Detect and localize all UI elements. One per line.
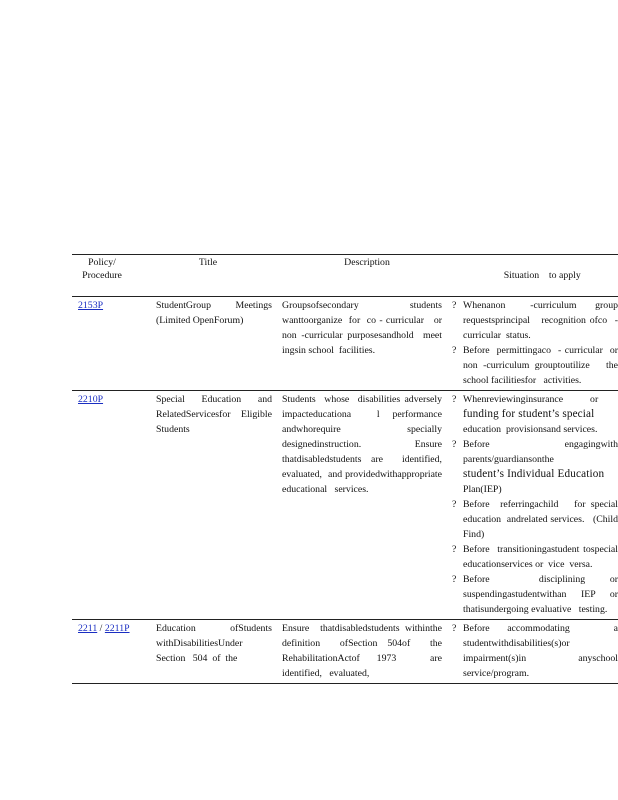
- header-title-label: Title: [198, 257, 218, 268]
- table-row: [72, 391, 618, 620]
- policy-cell: [72, 391, 156, 620]
- situation-cell: [452, 391, 618, 620]
- policy-separator: /: [97, 623, 105, 634]
- situation-item: [452, 392, 618, 437]
- situation-text: education provisionsand services.: [463, 424, 598, 435]
- bullet-glyph: ?: [452, 345, 457, 356]
- description-cell: Students whose disabilities adversely impacteducationa l performance andwhorequire specially designedinstruction. Ensure thatdisabledstudents are identified, evaluated, and providedwithappropriate educational services.: [282, 391, 452, 620]
- situation-text: Before referringachild for special education andrelated services. (Child Find): [463, 499, 618, 540]
- header-situation: [452, 255, 618, 297]
- situation-item: [452, 497, 618, 542]
- situation-text-emphasis: student’s Individual Education: [463, 468, 605, 480]
- situation-text: Before disciplining or suspendingastudentwithan IEP or thatisundergoing evaluative testing.: [463, 574, 618, 615]
- header-policy: [72, 255, 156, 297]
- situation-text: Whenreviewinginsurance or: [463, 394, 599, 405]
- header-title: [156, 255, 282, 297]
- bullet-glyph: ?: [452, 623, 457, 634]
- title-cell: StudentGroup Meetings (Limited OpenForum): [156, 297, 282, 391]
- situation-text: Before transitioningastudent tospecial educationservices or vice versa.: [463, 544, 618, 570]
- description-cell: Groupsofsecondary students wanttoorganize for co - curricular or non -curricular purposesandhold meet ingsin school facilities.: [282, 297, 452, 391]
- policy-link[interactable]: 2153P: [78, 300, 104, 311]
- bullet-glyph: ?: [452, 394, 457, 405]
- situation-item: [452, 621, 618, 681]
- header-description: [282, 255, 452, 297]
- header-situation-label: Situation to apply: [503, 270, 581, 281]
- situation-item: [452, 437, 618, 497]
- policy-table: [72, 254, 618, 684]
- situation-item: [452, 572, 618, 617]
- situation-list: [452, 392, 618, 617]
- situation-text: Before engagingwith parents/guardiansonthe: [463, 439, 618, 465]
- situation-text: Plan(IEP): [463, 484, 502, 495]
- bullet-glyph: ?: [452, 300, 457, 311]
- situation-cell: [452, 620, 618, 684]
- situation-item: [452, 298, 618, 343]
- situation-cell: [452, 297, 618, 391]
- title-cell: Special Education and RelatedServicesfor Eligible Students: [156, 391, 282, 620]
- bullet-glyph: ?: [452, 544, 457, 555]
- situation-text: Before accommodating a studentwithdisabilities(s)or impairment(s)in anyschool service/program.: [463, 623, 618, 679]
- policy-link[interactable]: 2211P: [104, 623, 130, 634]
- policy-cell: [72, 620, 156, 684]
- bullet-glyph: ?: [452, 439, 457, 450]
- situation-item: [452, 542, 618, 572]
- situation-list: [452, 298, 618, 388]
- description-cell: Ensure thatdisabledstudents withinthe definition ofSection 504of the RehabilitationActof 1973 are identified, evaluated,: [282, 620, 452, 684]
- header-policy-label: Policy/ Procedure: [82, 257, 122, 281]
- policy-link[interactable]: 2211: [78, 623, 98, 634]
- header-description-label: Description: [344, 257, 390, 268]
- situation-text: Whenanon -curriculum group requestsprincipal recognition ofco -curricular status.: [463, 300, 618, 341]
- table-row: [72, 620, 618, 684]
- policy-cell: [72, 297, 156, 391]
- situation-list: [452, 621, 618, 681]
- table-header-row: [72, 255, 618, 297]
- situation-item: [452, 343, 618, 388]
- table-row: [72, 297, 618, 391]
- bullet-glyph: ?: [452, 499, 457, 510]
- policy-link[interactable]: 2210P: [78, 394, 104, 405]
- title-cell: Education ofStudents withDisabilitiesUnder Section 504 of the: [156, 620, 282, 684]
- situation-text: Before permittingaco - curricular or non -curriculum grouptoutilize the school facilitiesfor activities.: [463, 345, 618, 386]
- bullet-glyph: ?: [452, 574, 457, 585]
- situation-text-emphasis: funding for student’s special: [463, 408, 595, 420]
